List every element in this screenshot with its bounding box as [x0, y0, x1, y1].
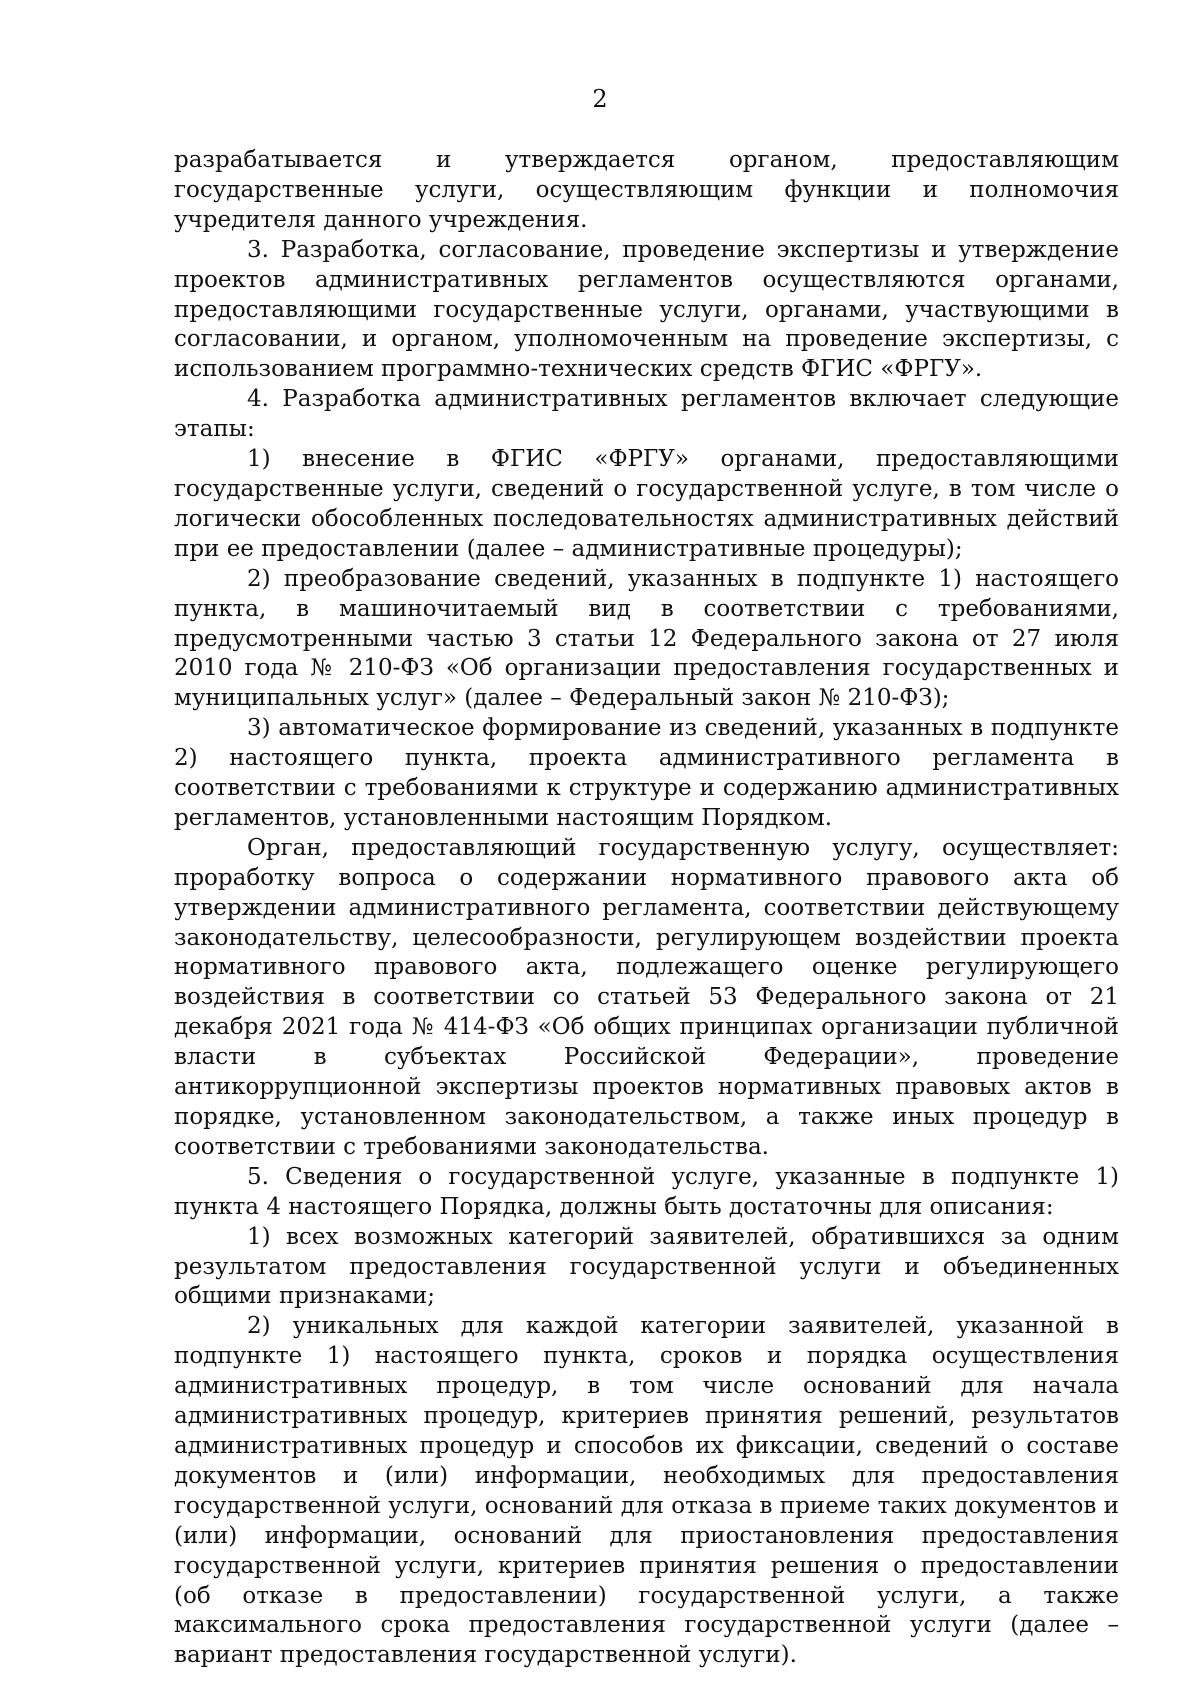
- paragraph-item-5: 5. Сведения о государственной услуге, указанные в подпункте 1) пункта 4 настоящего Порядка, должны быть достаточны для описания:: [174, 1163, 1119, 1220]
- document-body: [174, 146, 1119, 1671]
- paragraph-continuation: разрабатывается и утверждается органом, предоставляющим государственные услуги, осуществляющим функции и полномочия учредителя данного учреждения.: [174, 147, 1119, 233]
- subitem-4-2: 2) преобразование сведений, указанных в подпункте 1) настоящего пункта, в машиночитаемый вид в соответствии с требованиями, предусмотренными частью 3 статьи 12 Федерального закона от 27 июля 2010 года № 210-ФЗ «Об организации предоставления государственных и муниципальных услуг» (далее – Федеральный закон № 210-ФЗ);: [174, 565, 1119, 712]
- paragraph-item-4: 4. Разработка административных регламентов включает следующие этапы:: [174, 386, 1119, 443]
- subitem-5-1: 1) всех возможных категорий заявителей, обратившихся за одним результатом предоставления государственной услуги и объединенных общими признаками;: [174, 1223, 1119, 1310]
- paragraph-item-3: 3. Разработка, согласование, проведение экспертизы и утверждение проектов административных регламентов осуществляются органами, предоставляющими государственные услуги, органами, участвующими в согласовании, и органом, уполномоченным на проведение экспертизы, с использованием программно-технических средств ФГИС «ФРГУ».: [174, 236, 1119, 383]
- subitem-4-1: 1) внесение в ФГИС «ФРГУ» органами, предоставляющими государственные услуги, сведений о государственной услуге, в том числе о логически обособленных последовательностях административных действий при ее предоставлении (далее – административные процедуры);: [174, 446, 1119, 562]
- subitem-4-3: 3) автоматическое формирование из сведений, указанных в подпункте 2) настоящего пункта, проекта административного регламента в соответствии с требованиями к структуре и содержанию административных регламентов, установленными настоящим Порядком.: [174, 715, 1119, 831]
- subitem-5-2: 2) уникальных для каждой категории заявителей, указанной в подпункте 1) настоящего пункта, сроков и порядка осуществления административных процедур, в том числе оснований для начала административных процедур, критериев принятия решений, результатов административных процедур и способов их фиксации, сведений о составе документов и (или) информации, необходимых для предоставления государственной услуги, оснований для отказа в приеме таких документов и (или) информации, оснований для приостановления предоставления государственной услуги, критериев принятия решения о предоставлении (об отказе в предоставлении) государственной услуги, а также максимального срока предоставления государственной услуги (далее – вариант предоставления государственной услуги).: [174, 1313, 1119, 1669]
- page-number: 2: [592, 85, 608, 113]
- paragraph-authority-duties: Орган, предоставляющий государственную услугу, осуществляет: проработку вопроса о содержании нормативного правового акта об утверждении административного регламента, соответствии действующему законодательству, целесообразности, регулирующем воздействии проекта нормативного правового акта, подлежащего оценке регулирующего воздействия в соответствии со статьей 53 Федерального закона от 21 декабря 2021 года № 414-ФЗ «Об общих принципах организации публичной власти в субъектах Российской Федерации», проведение антикоррупционной экспертизы проектов нормативных правовых актов в порядке, установленном законодательством, а также иных процедур в соответствии с требованиями законодательства.: [174, 834, 1119, 1160]
